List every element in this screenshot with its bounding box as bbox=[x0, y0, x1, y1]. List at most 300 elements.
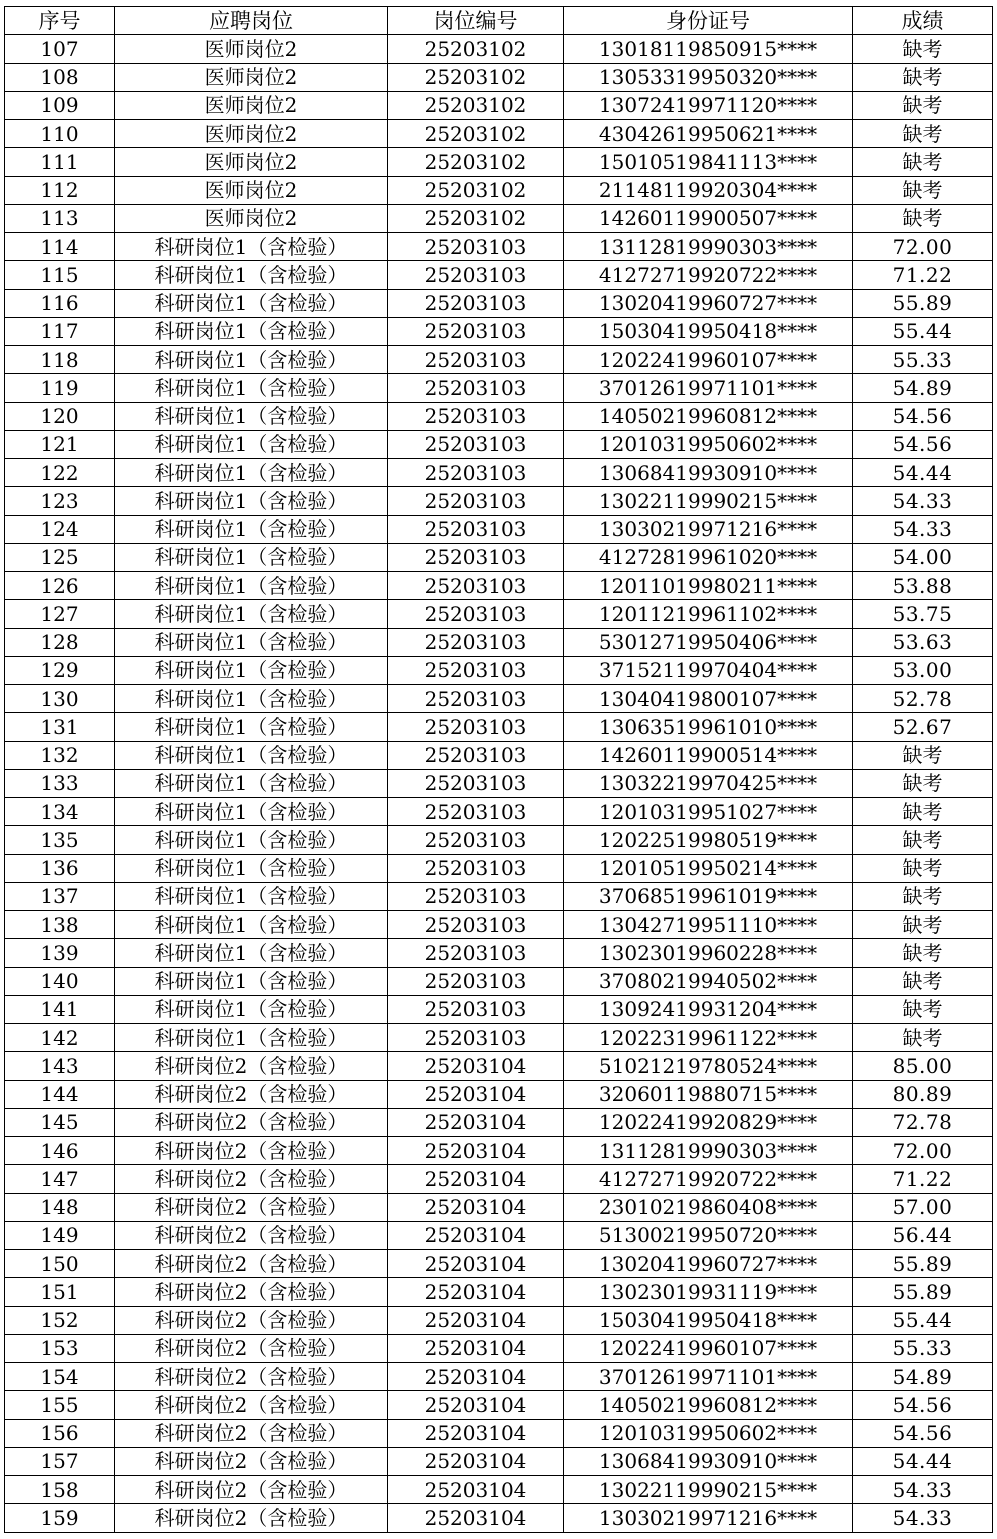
cell-position: 科研岗位1（含检验） bbox=[115, 713, 388, 741]
table-row bbox=[5, 1334, 993, 1362]
cell-score: 54.33 bbox=[853, 487, 993, 515]
table-body bbox=[5, 35, 993, 1532]
cell-score: 57.00 bbox=[853, 1193, 993, 1221]
cell-id-number: 37012619971101**** bbox=[564, 374, 853, 402]
cell-seq: 157 bbox=[5, 1447, 115, 1475]
table-row bbox=[5, 346, 993, 374]
cell-id-number: 13022119990215**** bbox=[564, 1476, 853, 1504]
table-header bbox=[5, 7, 993, 35]
cell-score: 缺考 bbox=[853, 769, 993, 797]
cell-seq: 134 bbox=[5, 798, 115, 826]
header-seq: 序号 bbox=[5, 7, 115, 35]
cell-position: 科研岗位2（含检验） bbox=[115, 1165, 388, 1193]
cell-position-code: 25203102 bbox=[388, 35, 564, 63]
header-id-number: 身份证号 bbox=[564, 7, 853, 35]
cell-seq: 119 bbox=[5, 374, 115, 402]
table-row bbox=[5, 939, 993, 967]
cell-position-code: 25203104 bbox=[388, 1250, 564, 1278]
cell-id-number: 32060119880715**** bbox=[564, 1080, 853, 1108]
cell-id-number: 41272719920722**** bbox=[564, 1165, 853, 1193]
cell-seq: 126 bbox=[5, 572, 115, 600]
cell-position: 科研岗位2（含检验） bbox=[115, 1363, 388, 1391]
cell-position: 科研岗位1（含检验） bbox=[115, 967, 388, 995]
cell-score: 54.89 bbox=[853, 1363, 993, 1391]
cell-position-code: 25203104 bbox=[388, 1476, 564, 1504]
table-row bbox=[5, 1391, 993, 1419]
cell-id-number: 13112819990303**** bbox=[564, 1137, 853, 1165]
cell-seq: 116 bbox=[5, 289, 115, 317]
cell-position-code: 25203104 bbox=[388, 1193, 564, 1221]
cell-seq: 133 bbox=[5, 769, 115, 797]
cell-position: 科研岗位1（含检验） bbox=[115, 233, 388, 261]
cell-id-number: 14050219960812**** bbox=[564, 402, 853, 430]
cell-score: 53.00 bbox=[853, 656, 993, 684]
cell-id-number: 12010519950214**** bbox=[564, 854, 853, 882]
cell-score: 55.89 bbox=[853, 1278, 993, 1306]
cell-score: 55.44 bbox=[853, 317, 993, 345]
cell-position-code: 25203103 bbox=[388, 741, 564, 769]
cell-id-number: 37152119970404**** bbox=[564, 656, 853, 684]
cell-score: 缺考 bbox=[853, 176, 993, 204]
cell-position-code: 25203103 bbox=[388, 261, 564, 289]
table-row bbox=[5, 911, 993, 939]
cell-position: 医师岗位2 bbox=[115, 204, 388, 232]
cell-score: 缺考 bbox=[853, 939, 993, 967]
table-row bbox=[5, 204, 993, 232]
cell-position-code: 25203104 bbox=[388, 1306, 564, 1334]
cell-position: 科研岗位2（含检验） bbox=[115, 1476, 388, 1504]
table-row bbox=[5, 1278, 993, 1306]
cell-id-number: 13092419931204**** bbox=[564, 995, 853, 1023]
cell-score: 54.33 bbox=[853, 1504, 993, 1532]
cell-position: 医师岗位2 bbox=[115, 35, 388, 63]
cell-id-number: 21148119920304**** bbox=[564, 176, 853, 204]
cell-score: 71.22 bbox=[853, 1165, 993, 1193]
table-row bbox=[5, 967, 993, 995]
cell-score: 52.78 bbox=[853, 685, 993, 713]
cell-position-code: 25203103 bbox=[388, 346, 564, 374]
table-row bbox=[5, 261, 993, 289]
cell-position-code: 25203103 bbox=[388, 289, 564, 317]
cell-seq: 139 bbox=[5, 939, 115, 967]
cell-position-code: 25203103 bbox=[388, 543, 564, 571]
cell-position-code: 25203104 bbox=[388, 1419, 564, 1447]
table-row bbox=[5, 1024, 993, 1052]
cell-position: 科研岗位1（含检验） bbox=[115, 289, 388, 317]
cell-position: 科研岗位2（含检验） bbox=[115, 1391, 388, 1419]
cell-position: 科研岗位1（含检验） bbox=[115, 261, 388, 289]
cell-position-code: 25203103 bbox=[388, 317, 564, 345]
table-row bbox=[5, 515, 993, 543]
cell-seq: 158 bbox=[5, 1476, 115, 1504]
cell-position: 科研岗位2（含检验） bbox=[115, 1052, 388, 1080]
cell-position: 医师岗位2 bbox=[115, 120, 388, 148]
table-row bbox=[5, 1137, 993, 1165]
cell-position: 科研岗位1（含检验） bbox=[115, 769, 388, 797]
cell-id-number: 51021219780524**** bbox=[564, 1052, 853, 1080]
results-table bbox=[4, 6, 993, 1533]
cell-position: 科研岗位2（含检验） bbox=[115, 1447, 388, 1475]
table-row bbox=[5, 854, 993, 882]
cell-score: 56.44 bbox=[853, 1221, 993, 1249]
cell-score: 54.56 bbox=[853, 402, 993, 430]
cell-score: 缺考 bbox=[853, 798, 993, 826]
cell-seq: 143 bbox=[5, 1052, 115, 1080]
cell-position: 科研岗位1（含检验） bbox=[115, 911, 388, 939]
cell-position: 科研岗位1（含检验） bbox=[115, 826, 388, 854]
cell-position-code: 25203103 bbox=[388, 374, 564, 402]
cell-seq: 118 bbox=[5, 346, 115, 374]
table-row bbox=[5, 1193, 993, 1221]
cell-seq: 144 bbox=[5, 1080, 115, 1108]
cell-score: 缺考 bbox=[853, 854, 993, 882]
cell-score: 缺考 bbox=[853, 35, 993, 63]
cell-position-code: 25203102 bbox=[388, 204, 564, 232]
cell-seq: 124 bbox=[5, 515, 115, 543]
cell-seq: 114 bbox=[5, 233, 115, 261]
cell-seq: 151 bbox=[5, 1278, 115, 1306]
cell-position: 科研岗位1（含检验） bbox=[115, 798, 388, 826]
header-score: 成绩 bbox=[853, 7, 993, 35]
cell-id-number: 13032219970425**** bbox=[564, 769, 853, 797]
table-row bbox=[5, 628, 993, 656]
cell-seq: 129 bbox=[5, 656, 115, 684]
cell-position: 科研岗位1（含检验） bbox=[115, 854, 388, 882]
cell-position-code: 25203102 bbox=[388, 91, 564, 119]
cell-score: 缺考 bbox=[853, 204, 993, 232]
cell-id-number: 12010319951027**** bbox=[564, 798, 853, 826]
cell-score: 54.56 bbox=[853, 1391, 993, 1419]
cell-score: 54.56 bbox=[853, 1419, 993, 1447]
cell-seq: 150 bbox=[5, 1250, 115, 1278]
cell-id-number: 37012619971101**** bbox=[564, 1363, 853, 1391]
cell-seq: 140 bbox=[5, 967, 115, 995]
cell-position: 科研岗位1（含检验） bbox=[115, 487, 388, 515]
cell-position: 科研岗位1（含检验） bbox=[115, 995, 388, 1023]
cell-seq: 107 bbox=[5, 35, 115, 63]
cell-position: 科研岗位1（含检验） bbox=[115, 685, 388, 713]
cell-id-number: 37068519961019**** bbox=[564, 882, 853, 910]
header-row bbox=[5, 7, 993, 35]
cell-seq: 152 bbox=[5, 1306, 115, 1334]
cell-seq: 131 bbox=[5, 713, 115, 741]
cell-position-code: 25203103 bbox=[388, 854, 564, 882]
table-row bbox=[5, 600, 993, 628]
cell-id-number: 12010319950602**** bbox=[564, 1419, 853, 1447]
cell-position: 科研岗位2（含检验） bbox=[115, 1250, 388, 1278]
cell-id-number: 13020419960727**** bbox=[564, 289, 853, 317]
cell-seq: 137 bbox=[5, 882, 115, 910]
cell-position: 科研岗位1（含检验） bbox=[115, 374, 388, 402]
cell-id-number: 13022119990215**** bbox=[564, 487, 853, 515]
cell-score: 54.44 bbox=[853, 1447, 993, 1475]
table-row bbox=[5, 826, 993, 854]
cell-score: 54.33 bbox=[853, 1476, 993, 1504]
cell-position-code: 25203104 bbox=[388, 1052, 564, 1080]
table-row bbox=[5, 120, 993, 148]
cell-id-number: 14050219960812**** bbox=[564, 1391, 853, 1419]
cell-position: 科研岗位1（含检验） bbox=[115, 882, 388, 910]
cell-position-code: 25203104 bbox=[388, 1137, 564, 1165]
cell-seq: 156 bbox=[5, 1419, 115, 1447]
cell-score: 缺考 bbox=[853, 1024, 993, 1052]
cell-score: 缺考 bbox=[853, 967, 993, 995]
cell-position: 科研岗位2（含检验） bbox=[115, 1080, 388, 1108]
cell-seq: 141 bbox=[5, 995, 115, 1023]
cell-id-number: 13053319950320**** bbox=[564, 63, 853, 91]
cell-seq: 154 bbox=[5, 1363, 115, 1391]
cell-id-number: 37080219940502**** bbox=[564, 967, 853, 995]
cell-position-code: 25203103 bbox=[388, 459, 564, 487]
table-row bbox=[5, 1108, 993, 1136]
cell-id-number: 12010319950602**** bbox=[564, 430, 853, 458]
cell-position: 科研岗位1（含检验） bbox=[115, 1024, 388, 1052]
table-row bbox=[5, 374, 993, 402]
cell-id-number: 15030419950418**** bbox=[564, 317, 853, 345]
cell-seq: 128 bbox=[5, 628, 115, 656]
cell-score: 54.44 bbox=[853, 459, 993, 487]
cell-position: 科研岗位2（含检验） bbox=[115, 1504, 388, 1532]
table-row bbox=[5, 1476, 993, 1504]
cell-seq: 159 bbox=[5, 1504, 115, 1532]
cell-id-number: 13072419971120**** bbox=[564, 91, 853, 119]
cell-score: 缺考 bbox=[853, 826, 993, 854]
table-row bbox=[5, 289, 993, 317]
cell-seq: 123 bbox=[5, 487, 115, 515]
cell-id-number: 13042719951110**** bbox=[564, 911, 853, 939]
cell-id-number: 13030219971216**** bbox=[564, 1504, 853, 1532]
table-row bbox=[5, 769, 993, 797]
cell-score: 54.00 bbox=[853, 543, 993, 571]
cell-position-code: 25203103 bbox=[388, 600, 564, 628]
table-row bbox=[5, 233, 993, 261]
cell-position-code: 25203103 bbox=[388, 628, 564, 656]
cell-score: 缺考 bbox=[853, 911, 993, 939]
cell-position: 科研岗位1（含检验） bbox=[115, 741, 388, 769]
cell-score: 缺考 bbox=[853, 882, 993, 910]
table-row bbox=[5, 91, 993, 119]
cell-score: 缺考 bbox=[853, 148, 993, 176]
cell-position-code: 25203103 bbox=[388, 685, 564, 713]
cell-position-code: 25203103 bbox=[388, 233, 564, 261]
cell-id-number: 12022419920829**** bbox=[564, 1108, 853, 1136]
cell-id-number: 15030419950418**** bbox=[564, 1306, 853, 1334]
cell-position-code: 25203103 bbox=[388, 402, 564, 430]
cell-id-number: 13112819990303**** bbox=[564, 233, 853, 261]
table-row bbox=[5, 430, 993, 458]
cell-position: 科研岗位2（含检验） bbox=[115, 1278, 388, 1306]
cell-id-number: 12011019980211**** bbox=[564, 572, 853, 600]
cell-id-number: 53012719950406**** bbox=[564, 628, 853, 656]
cell-seq: 138 bbox=[5, 911, 115, 939]
cell-id-number: 14260119900507**** bbox=[564, 204, 853, 232]
cell-id-number: 23010219860408**** bbox=[564, 1193, 853, 1221]
cell-seq: 142 bbox=[5, 1024, 115, 1052]
cell-score: 54.33 bbox=[853, 515, 993, 543]
cell-score: 52.67 bbox=[853, 713, 993, 741]
cell-id-number: 13068419930910**** bbox=[564, 1447, 853, 1475]
table-row bbox=[5, 459, 993, 487]
cell-position: 科研岗位1（含检验） bbox=[115, 317, 388, 345]
cell-position-code: 25203103 bbox=[388, 798, 564, 826]
header-position: 应聘岗位 bbox=[115, 7, 388, 35]
table-row bbox=[5, 1504, 993, 1532]
table-row bbox=[5, 685, 993, 713]
cell-seq: 130 bbox=[5, 685, 115, 713]
cell-score: 缺考 bbox=[853, 120, 993, 148]
cell-seq: 147 bbox=[5, 1165, 115, 1193]
cell-position-code: 25203103 bbox=[388, 995, 564, 1023]
cell-seq: 136 bbox=[5, 854, 115, 882]
table-row bbox=[5, 317, 993, 345]
table-row bbox=[5, 798, 993, 826]
cell-id-number: 12022319961122**** bbox=[564, 1024, 853, 1052]
cell-seq: 122 bbox=[5, 459, 115, 487]
cell-position: 科研岗位2（含检验） bbox=[115, 1306, 388, 1334]
cell-position-code: 25203104 bbox=[388, 1334, 564, 1362]
cell-seq: 135 bbox=[5, 826, 115, 854]
cell-seq: 113 bbox=[5, 204, 115, 232]
cell-score: 72.00 bbox=[853, 1137, 993, 1165]
cell-id-number: 13023019931119**** bbox=[564, 1278, 853, 1306]
cell-position-code: 25203103 bbox=[388, 769, 564, 797]
table-row bbox=[5, 1080, 993, 1108]
cell-position: 医师岗位2 bbox=[115, 176, 388, 204]
cell-position: 科研岗位2（含检验） bbox=[115, 1419, 388, 1447]
cell-seq: 149 bbox=[5, 1221, 115, 1249]
table-row bbox=[5, 176, 993, 204]
cell-position: 科研岗位1（含检验） bbox=[115, 656, 388, 684]
cell-position: 科研岗位2（含检验） bbox=[115, 1137, 388, 1165]
table-row bbox=[5, 882, 993, 910]
cell-seq: 125 bbox=[5, 543, 115, 571]
cell-position-code: 25203104 bbox=[388, 1391, 564, 1419]
cell-score: 55.44 bbox=[853, 1306, 993, 1334]
cell-score: 80.89 bbox=[853, 1080, 993, 1108]
cell-position: 科研岗位1（含检验） bbox=[115, 939, 388, 967]
cell-seq: 117 bbox=[5, 317, 115, 345]
cell-id-number: 12011219961102**** bbox=[564, 600, 853, 628]
table-row bbox=[5, 1447, 993, 1475]
cell-position: 科研岗位1（含检验） bbox=[115, 402, 388, 430]
cell-score: 54.56 bbox=[853, 430, 993, 458]
cell-seq: 127 bbox=[5, 600, 115, 628]
cell-id-number: 12022419960107**** bbox=[564, 346, 853, 374]
table-row bbox=[5, 1363, 993, 1391]
cell-id-number: 13018119850915**** bbox=[564, 35, 853, 63]
cell-id-number: 13023019960228**** bbox=[564, 939, 853, 967]
cell-position-code: 25203102 bbox=[388, 63, 564, 91]
cell-score: 53.75 bbox=[853, 600, 993, 628]
cell-position: 科研岗位2（含检验） bbox=[115, 1108, 388, 1136]
cell-position-code: 25203103 bbox=[388, 911, 564, 939]
cell-position-code: 25203104 bbox=[388, 1447, 564, 1475]
cell-position-code: 25203104 bbox=[388, 1278, 564, 1306]
cell-seq: 153 bbox=[5, 1334, 115, 1362]
cell-position: 科研岗位1（含检验） bbox=[115, 346, 388, 374]
cell-position-code: 25203103 bbox=[388, 713, 564, 741]
cell-id-number: 51300219950720**** bbox=[564, 1221, 853, 1249]
cell-position-code: 25203104 bbox=[388, 1221, 564, 1249]
cell-position-code: 25203103 bbox=[388, 487, 564, 515]
cell-id-number: 13068419930910**** bbox=[564, 459, 853, 487]
cell-score: 72.78 bbox=[853, 1108, 993, 1136]
table-row bbox=[5, 1419, 993, 1447]
table-row bbox=[5, 656, 993, 684]
cell-score: 55.89 bbox=[853, 289, 993, 317]
cell-id-number: 15010519841113**** bbox=[564, 148, 853, 176]
table-row bbox=[5, 995, 993, 1023]
cell-score: 55.89 bbox=[853, 1250, 993, 1278]
cell-position-code: 25203104 bbox=[388, 1108, 564, 1136]
cell-position-code: 25203103 bbox=[388, 572, 564, 600]
cell-score: 55.33 bbox=[853, 346, 993, 374]
cell-id-number: 13063519961010**** bbox=[564, 713, 853, 741]
cell-position-code: 25203104 bbox=[388, 1080, 564, 1108]
cell-position: 科研岗位2（含检验） bbox=[115, 1334, 388, 1362]
table-row bbox=[5, 572, 993, 600]
cell-seq: 112 bbox=[5, 176, 115, 204]
cell-position-code: 25203102 bbox=[388, 120, 564, 148]
cell-id-number: 13040419800107**** bbox=[564, 685, 853, 713]
cell-position: 科研岗位1（含检验） bbox=[115, 543, 388, 571]
table-row bbox=[5, 1221, 993, 1249]
table-row bbox=[5, 1052, 993, 1080]
cell-position: 科研岗位2（含检验） bbox=[115, 1221, 388, 1249]
cell-position: 科研岗位1（含检验） bbox=[115, 600, 388, 628]
cell-position-code: 25203103 bbox=[388, 656, 564, 684]
table-row bbox=[5, 1165, 993, 1193]
cell-id-number: 12022419960107**** bbox=[564, 1334, 853, 1362]
cell-id-number: 13020419960727**** bbox=[564, 1250, 853, 1278]
cell-seq: 148 bbox=[5, 1193, 115, 1221]
cell-score: 85.00 bbox=[853, 1052, 993, 1080]
cell-score: 54.89 bbox=[853, 374, 993, 402]
cell-position: 科研岗位1（含检验） bbox=[115, 628, 388, 656]
cell-score: 缺考 bbox=[853, 995, 993, 1023]
cell-position: 医师岗位2 bbox=[115, 91, 388, 119]
table-row bbox=[5, 543, 993, 571]
cell-position-code: 25203104 bbox=[388, 1363, 564, 1391]
cell-position-code: 25203104 bbox=[388, 1165, 564, 1193]
cell-position-code: 25203104 bbox=[388, 1504, 564, 1532]
cell-seq: 115 bbox=[5, 261, 115, 289]
cell-position-code: 25203103 bbox=[388, 515, 564, 543]
cell-id-number: 41272819961020**** bbox=[564, 543, 853, 571]
cell-score: 53.88 bbox=[853, 572, 993, 600]
cell-position-code: 25203103 bbox=[388, 826, 564, 854]
cell-position-code: 25203103 bbox=[388, 939, 564, 967]
table-row bbox=[5, 148, 993, 176]
cell-score: 55.33 bbox=[853, 1334, 993, 1362]
cell-seq: 146 bbox=[5, 1137, 115, 1165]
cell-position-code: 25203103 bbox=[388, 882, 564, 910]
cell-id-number: 12022519980519**** bbox=[564, 826, 853, 854]
table-row bbox=[5, 35, 993, 63]
cell-seq: 132 bbox=[5, 741, 115, 769]
cell-position: 科研岗位1（含检验） bbox=[115, 515, 388, 543]
cell-position: 医师岗位2 bbox=[115, 148, 388, 176]
table-row bbox=[5, 63, 993, 91]
cell-id-number: 41272719920722**** bbox=[564, 261, 853, 289]
cell-seq: 111 bbox=[5, 148, 115, 176]
table-row bbox=[5, 1250, 993, 1278]
cell-position: 科研岗位2（含检验） bbox=[115, 1193, 388, 1221]
cell-position: 科研岗位1（含检验） bbox=[115, 430, 388, 458]
cell-seq: 108 bbox=[5, 63, 115, 91]
table-row bbox=[5, 713, 993, 741]
cell-seq: 155 bbox=[5, 1391, 115, 1419]
